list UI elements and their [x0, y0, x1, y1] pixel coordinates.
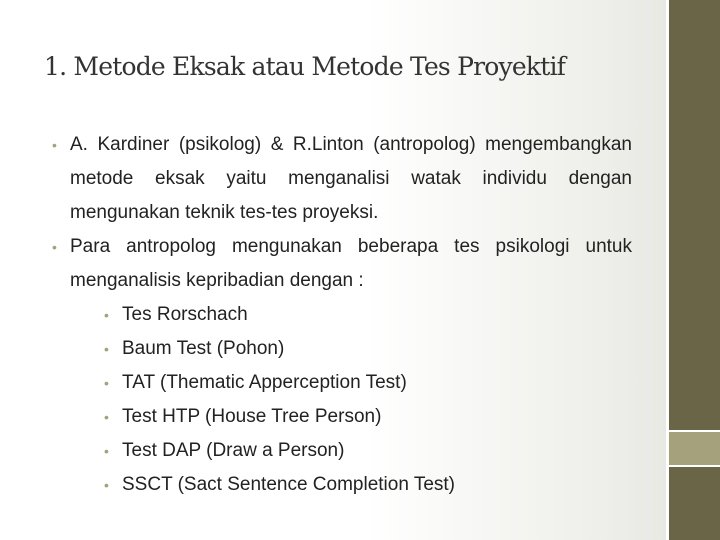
- side-bar-bottom: [669, 466, 720, 540]
- slide-content: [52, 128, 632, 502]
- bullet-item: [52, 230, 632, 298]
- sub-bullet-list: [104, 298, 632, 502]
- bullet-dot: •: [104, 443, 109, 459]
- sub-bullet-text: Tes Rorschach: [122, 304, 248, 325]
- sub-bullet-item: [104, 434, 632, 468]
- side-bar-top: [666, 0, 720, 432]
- sub-bullet-text: SSCT (Sact Sentence Completion Test): [122, 474, 456, 495]
- side-bar-separator: [666, 465, 720, 467]
- side-bar-edge: [666, 0, 669, 540]
- bullet-item: [52, 128, 632, 230]
- sub-bullet-item: [104, 298, 632, 332]
- bullet-text: Para antropolog mengunakan beberapa tes psikologi untuk menganalisis kepribadian dengan :: [70, 236, 632, 291]
- sub-bullet-item: [104, 400, 632, 434]
- sub-bullet-text: Baum Test (Pohon): [122, 338, 285, 359]
- bullet-dot: •: [104, 307, 109, 323]
- bullet-dot: •: [104, 341, 109, 357]
- side-bar-separator: [666, 430, 720, 432]
- sub-bullet-item: [104, 332, 632, 366]
- bullet-dot: •: [52, 137, 57, 153]
- sub-bullet-text: Test HTP (House Tree Person): [122, 406, 382, 427]
- side-bar-accent: [669, 432, 720, 466]
- sub-bullet-text: TAT (Thematic Apperception Test): [122, 372, 407, 393]
- bullet-dot: •: [104, 409, 109, 425]
- bullet-dot: •: [104, 375, 109, 391]
- bullet-dot: •: [52, 239, 57, 255]
- sub-bullet-item: [104, 468, 632, 502]
- sub-bullet-text: Test DAP (Draw a Person): [122, 440, 345, 461]
- bullet-dot: •: [104, 477, 109, 493]
- sub-bullet-item: [104, 366, 632, 400]
- bullet-text: A. Kardiner (psikolog) & R.Linton (antropolog) mengembangkan metode eksak yaitu menganalisi watak individu dengan mengunakan teknik tes-tes proyeksi.: [70, 134, 632, 223]
- slide-title: 1. Metode Eksak atau Metode Tes Proyektif: [44, 52, 566, 81]
